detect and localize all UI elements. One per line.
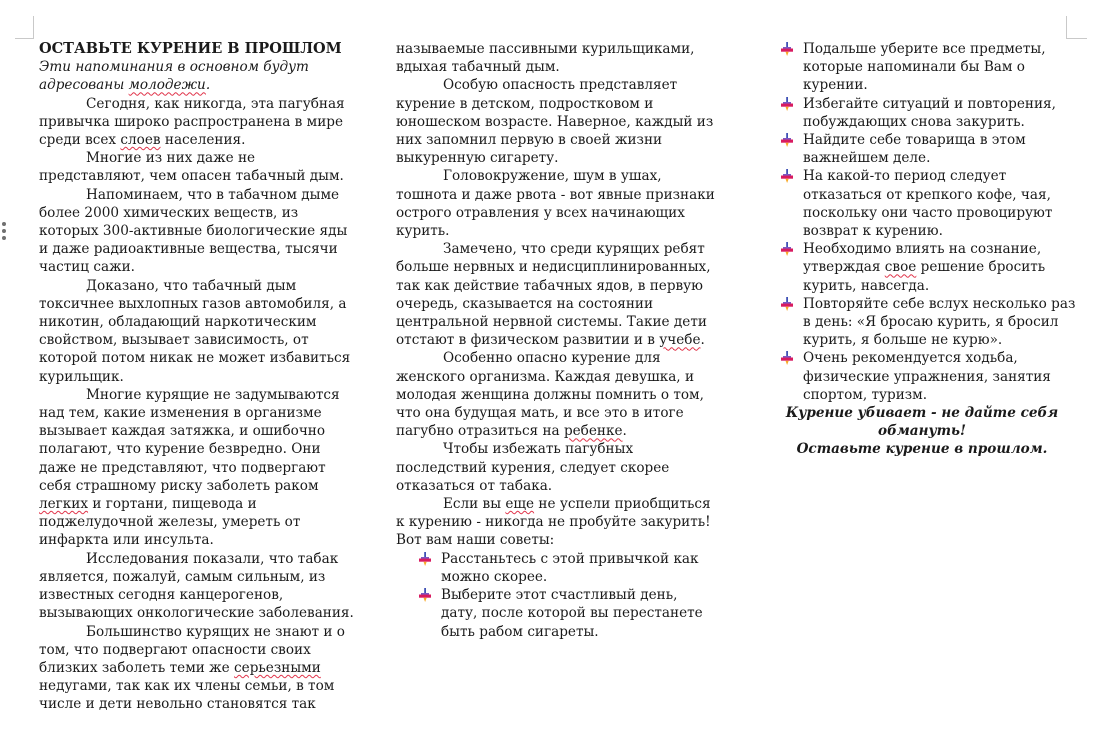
list-item: Очень рекомендуется ходьба, физические упражнения, занятия спортом, туризм. [780, 349, 1082, 404]
spellcheck-word[interactable]: учебе [659, 332, 701, 349]
list-item: Повторяйте себе вслух несколько раз в день: «Я бросаю курить, я бросил курить, я больше не курю». [780, 295, 1082, 350]
closing-slogan-2: Оставьте курение в прошлом. [796, 441, 1048, 458]
resize-grip-handle[interactable] [2, 222, 7, 242]
paragraph: Сегодня, как никогда, эта пагубная привычка широко распространена в мире среди всех слоев населения. [39, 95, 345, 149]
paragraph: Напоминаем, что в табачном дыме более 2000 химических веществ, из которых 300-активные биологические яды и даже радиоактивные вещества, тысячи частиц сажи. [39, 186, 348, 276]
push-pin-icon [780, 297, 794, 311]
margin-corner-mark [15, 16, 34, 39]
push-pin-icon [780, 242, 794, 256]
push-pin-icon [418, 552, 432, 566]
spellcheck-word[interactable]: серьезными [234, 659, 321, 676]
margin-corner-mark [1066, 16, 1087, 39]
list-item: На какой-то период следует отказаться от крепкого кофе, чая, поскольку они часто провоцируют возврат к курению. [780, 167, 1082, 240]
paragraph: Многие из них даже не представляют, чем опасен табачный дым. [39, 150, 344, 185]
column-1 [39, 40, 359, 714]
spellcheck-word[interactable]: легких [39, 496, 89, 513]
spellcheck-word[interactable]: молодежи [128, 77, 206, 94]
document-title: ОСТАВЬТЕ КУРЕНИЕ В ПРОШЛОМ [39, 40, 342, 57]
push-pin-icon [780, 97, 794, 111]
paragraph: Особую опасность представляет курение в детском, подростковом и юношеском возрасте. Наверное, каждый из них запомнил первую в своей жизни выкуренную сигарету. [396, 77, 714, 167]
push-pin-icon [780, 133, 794, 147]
paragraph: Если вы еще не успели приобщиться к курению - никогда не пробуйте закурить! [396, 496, 711, 531]
paragraph: Исследования показали, что табак является, пожалуй, самым сильным, из известных сегодня канцерогенов, вызывающих онкологические заболевания. [39, 550, 354, 622]
paragraph: Большинство курящих не знают и о том, что подвергают опасности своих близких заболеть теми же серьезными недугами, так как их члены семьи, в том числе и дети невольно становятся так [39, 623, 345, 713]
tips-list [780, 40, 1082, 404]
tips-list [418, 550, 718, 641]
column-2 [396, 40, 718, 641]
spellcheck-word[interactable]: слоев [120, 132, 161, 149]
list-item: Расстаньтесь с этой привычкой как можно скорее. [418, 550, 718, 586]
paragraph: Доказано, что табачный дым токсичнее выхлопных газов автомобиля, а никотин, обладающий наркотическим свойством, вызывает зависимость, от которой потом никак не может избавиться курильщик. [39, 277, 351, 385]
paragraph: Замечено, что среди курящих ребят больше нервных и недисциплинированных, так как действие табачных ядов, в первую очередь, сказывается на состоянии центральной нервной системы. Такие дети отстают в физическом развитии и в учебе. [396, 241, 711, 349]
list-item: Выберите этот счастливый день, дату, после которой вы перестанете быть рабом сигареты. [418, 586, 718, 641]
paragraph: называемые пассивными курильщиками, вдыхая табачный дым. [396, 41, 695, 76]
spellcheck-word[interactable]: свое [884, 259, 917, 276]
closing-slogan: Курение убивает - не дайте себя обмануть! [785, 405, 1059, 440]
paragraph: Многие курящие не задумываются над тем, какие изменения в организме вызывает каждая затяжка, и ошибочно полагают, что курение безвредно. Они даже не представляют, что подвергают себя страшному риску заболеть раком легких и гортани, пищевода и поджелудочной железы, умереть от инфаркта или инсульта. [39, 386, 340, 549]
paragraph: Чтобы избежать пагубных последствий курения, следует скорее отказаться от табака. [396, 441, 670, 494]
push-pin-icon [418, 588, 432, 602]
push-pin-icon [780, 169, 794, 183]
paragraph: Головокружение, шум в ушах, тошнота и даже рвота - вот явные признаки острого отравления у всех начинающих курить. [396, 168, 715, 240]
list-item: Избегайте ситуаций и повторения, побуждающих снова закурить. [780, 95, 1082, 131]
spellcheck-word[interactable]: ребенке [563, 423, 623, 440]
push-pin-icon [780, 42, 794, 56]
paragraph: Особенно опасно курение для женского организма. Каждая девушка, и молодая женщина должны помнить о том, что она будущая мать, и все это в итоге пагубно отразиться на ребенке. [396, 350, 704, 440]
spellcheck-word[interactable]: еще [505, 496, 535, 513]
list-item: Необходимо влиять на сознание, утверждая свое решение бросить курить, навсегда. [780, 240, 1082, 295]
list-item: Подальше уберите все предметы, которые напоминали бы Вам о курении. [780, 40, 1082, 95]
push-pin-icon [780, 351, 794, 365]
column-3 [762, 40, 1082, 459]
subtitle: Эти напоминания в основном будут адресованы молодежи. [39, 59, 309, 94]
list-item: Найдите себе товарища в этом важнейшем деле. [780, 131, 1082, 167]
advice-intro: Вот вам наши советы: [396, 532, 555, 549]
